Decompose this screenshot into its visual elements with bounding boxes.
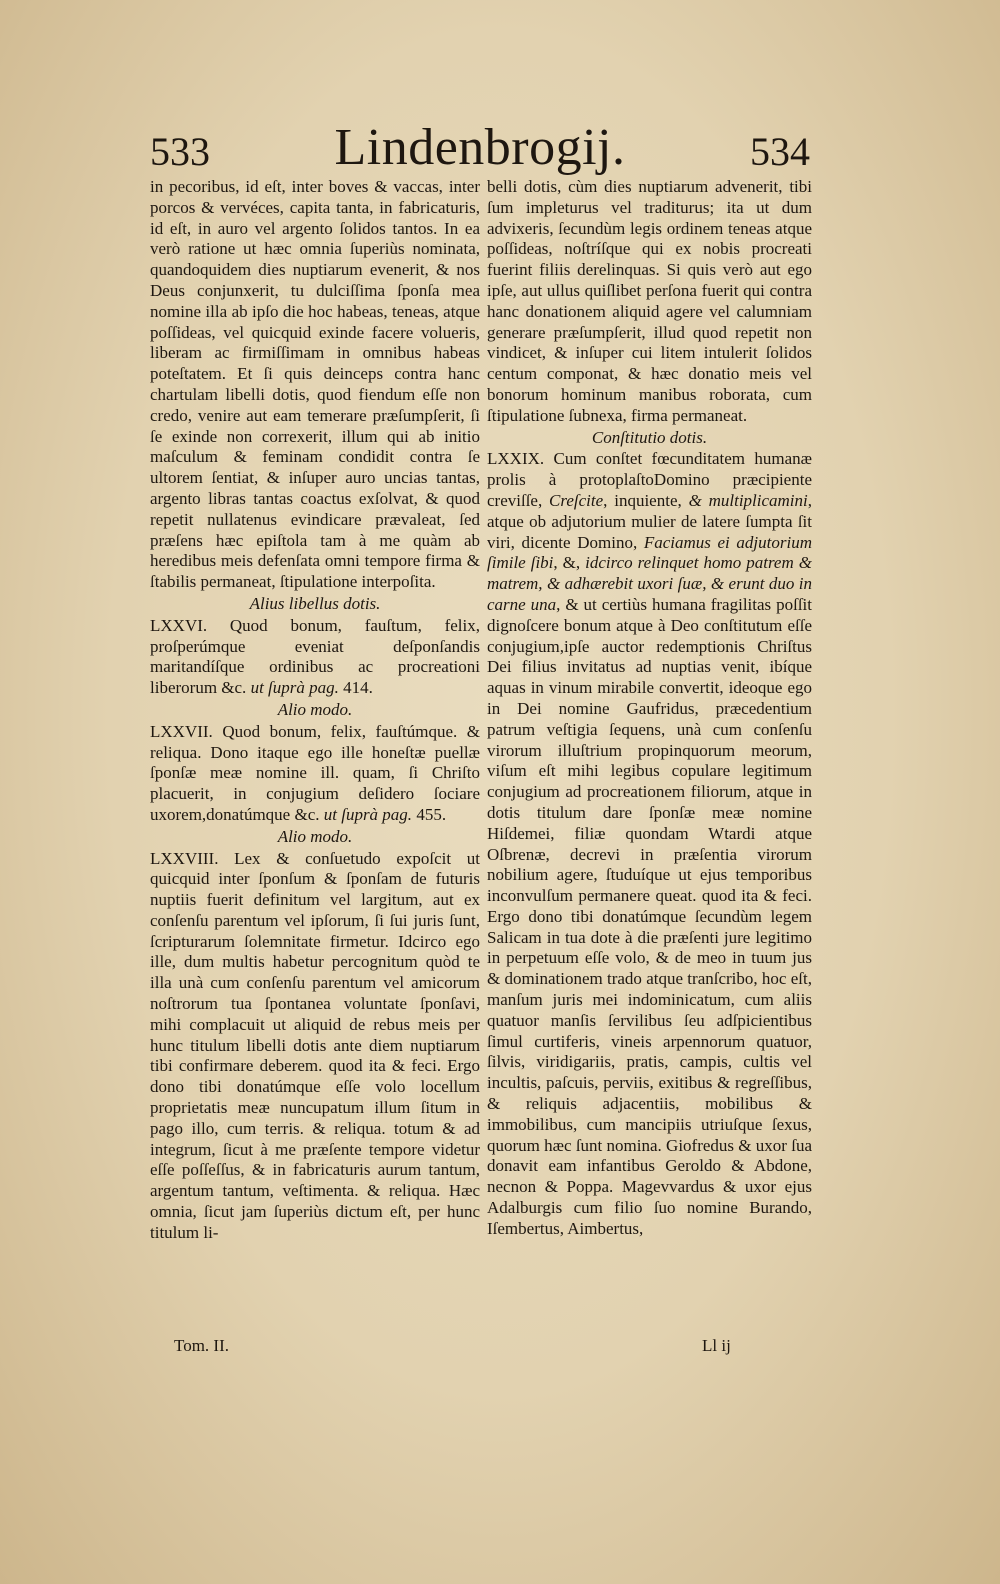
volume-signature: Tom. II.	[174, 1336, 229, 1355]
paragraph-text: , & ut certiùs humana fragilitas poſſit dignoſcere bonum atque à Deo conſtitutum eſſe conjugium,ipſe auctor redemptionis Chriſtus Dei filius invitatus ad nuptias venit, ibíque aquas in vinum mirabile convertit, ideoque ego in Dei nomine Gaufridus, præcedentium patrum veſtigia ſequens, unà cum conſenſu virorum illuſtrium propinquorum meorum, viſum eſt mihi legibus copulare legitimum conjugium ad procreationem filiorum, atque in dotis titulum dare ſponſæ meæ nomine Hiſdemei, filiæ quondam Wtardi atque Oſbrenæ, decrevi in præſentia virorum nobilium agere, ſtuduíque ut ejus temporibus inconvulſum permanere queat. quod ita & feci. Ergo dono tibi donatúmque ſecundùm legem Salicam in tua dote à die præſenti jure legitimo in perpetuum eſſe volo, & de meo in tuum jus & dominationem trado atque tranſcribo, hoc eſt, manſum juris mei indominicatum, cum aliis quatuor manſis ſervilibus ſeu adſpicientibus ſimul curtiferis, vineis arpennorum quatuor, ſilvis, viridigariis, pratis, campis, cultis vel incultis, paſcuis, perviis, exitibus & regreſſibus, & reliquis adjacentiis, mobilibus & immobilibus, cum mancipiis utriuſque ſexus, quorum hæc ſunt nomina. Giofredus & uxor ſua donavit eam infantibus Geroldo & Abdone, necnon & Poppa. Magevvardus & uxor ejus Adalburgis cum filio ſuo nomine Burando, Iſembertus, Aimbertus,	[487, 594, 812, 1238]
quotation: idcirco relinquet homo patrem & matrem, & adhærebit uxori ſuæ, & erunt duo in carne una	[487, 553, 812, 614]
page-reference: 414.	[338, 678, 373, 698]
paragraph	[150, 722, 480, 826]
paragraph	[150, 616, 480, 699]
page-reference: 455.	[412, 804, 447, 824]
paragraph: belli dotis, cùm dies nuptiarum advenerit, tibi ſum impleturus vel traditurus; ita ut dum advixeris, ſecundùm legis ordinem teneas atque poſſideas, noſtríſque qui ex nobis procreati fuerint filiis derelinquas. Si quis verò aut ego ipſe, aut ullus quiſlibet perſona fuerit qui contra hanc donationem aliquid agere vel calumniam generare præſumpſerit, illud quod repetit non vindicet, & inſuper cui litem intulerit ſolidos centum componat, & hæc donatio meis vel bonorum hominum manibus roborata, cum ſtipulatione ſubnexa, firma permaneat.	[487, 177, 812, 425]
section-heading: Alio modo.	[277, 826, 353, 846]
section-heading: Conſtitutio dotis.	[591, 427, 708, 447]
running-title: Lindenbrogij.	[334, 119, 626, 176]
paragraph-text: Quod bonum, felix, fauſtúmque. & reliqua. Dono itaque ego ille honeſtæ puellæ ſponſæ meæ nomine ill. quam, ſi Chriſto placuerit, in conjugium deſidero ſociare uxorem,donatúmque &c.	[150, 721, 480, 824]
paragraph-text: Lex & conſuetudo expoſcit ut quicquid inter ſponſum & ſponſam de futuris nuptiis fuerit definitum vel largitum, aut ex conſenſu parentum vel ipſorum, ſi ſui juris ſunt, ſcripturarum ſolemnitate firmetur. Idcirco ego ille, dum multis habetur percognitum quòd te illa unà cum conſenſu parentum vel amicorum noſtrorum tua ſpontanea voluntate ſponſavi, mihi complacuit ut aliquid de rebus meis per hunc titulum libelli dotis ante diem nuptiarum tibi confirmare deberem. quod ita & feci. Ergo dono tibi donatúmque eſſe volo locellum proprietatis meæ nuncupatum illum ſitum in pago illo, cum terris. & reliqua. totum & ad integrum, ſicut à me præſente tempore videtur eſſe poſſeſſus, & in fabricaturis aurum tantum, argentum tantum, veſtimenta. & reliqua. Hæc omnia, ſicut jam ſuperiùs dictum eſt, per hunc titulum li-	[150, 848, 480, 1242]
right-column	[487, 177, 812, 1240]
paragraph-text: , atque ob adjutorium mulier de latere ſumpta ſit viri, dicente Domino,	[487, 490, 813, 552]
gathering-signature: Ll ij	[702, 1336, 731, 1355]
section-number: LXXIX.	[487, 449, 545, 469]
paragraph-text: , &,	[553, 553, 586, 573]
paragraph	[487, 449, 812, 1239]
running-head	[150, 118, 810, 180]
section-number: LXXVI.	[150, 615, 208, 635]
paragraph: in pecoribus, id eſt, inter boves & vaccas, inter porcos & vervéces, capita tanta, in fabricaturis, id eſt, in auro vel argento ſolidos tantos. In ea verò ratione ut hæc omnia ſuperiùs nominata, quandoquidem dies nuptiarum evenerit, & nos Deus conjunxerit, tu dulciſſima ſponſa mea nomine illa ab ipſo die hoc habeas, teneas, atque poſſideas, vel quicquid exinde facere volueris, liberam ac firmiſſimam in omnibus habeas poteſtatem. Et ſi quis deinceps contra hanc chartulam libelli dotis, quod fiendum eſſe non credo, venire aut eam temerare præſumpſerit, ſi ſe exinde non correxerit, illum qui ab initio maſculum & feminam condidit contra ſe ultorem ſentiat, & inſuper auro uncias tantas, argento libras tantas coactus exſolvat, & quod repetit nullatenus evindicare prævaleat, ſed præſens hæc epiſtola tam à me quàm ab heredibus meis defenſata omni tempore firma & ſtabilis permaneat, ſtipulatione interpoſita.	[150, 177, 480, 592]
quotation: Faciamus ei adjutorium ſimile ſibi	[487, 532, 812, 573]
page-number-left: 533	[150, 129, 210, 174]
quotation: Creſcite	[549, 490, 604, 510]
section-number: LXXVIII.	[150, 848, 219, 868]
left-column	[150, 177, 480, 1244]
page-number-right: 534	[750, 129, 810, 174]
section-heading: Alius libellus dotis.	[249, 593, 381, 613]
paragraph-text: Quod bonum, fauſtum, felix, proſperúmque eveniat deſponſandis maritandíſque ordinibus ac procreationi liberorum &c.	[150, 615, 480, 698]
quotation: & multiplicamini	[688, 490, 808, 510]
paragraph-text: , inquiente,	[603, 490, 689, 510]
cross-reference: ut ſuprà pag.	[250, 678, 339, 698]
section-heading: Alio modo.	[277, 699, 353, 719]
paragraph-text: Cum conſtet fœcunditatem humanæ prolis à protoplaſtoDomino præcipiente creviſſe,	[487, 449, 812, 510]
cross-reference: ut ſuprà pag.	[323, 804, 413, 824]
section-number: LXXVII.	[150, 721, 213, 741]
paragraph	[150, 849, 480, 1244]
